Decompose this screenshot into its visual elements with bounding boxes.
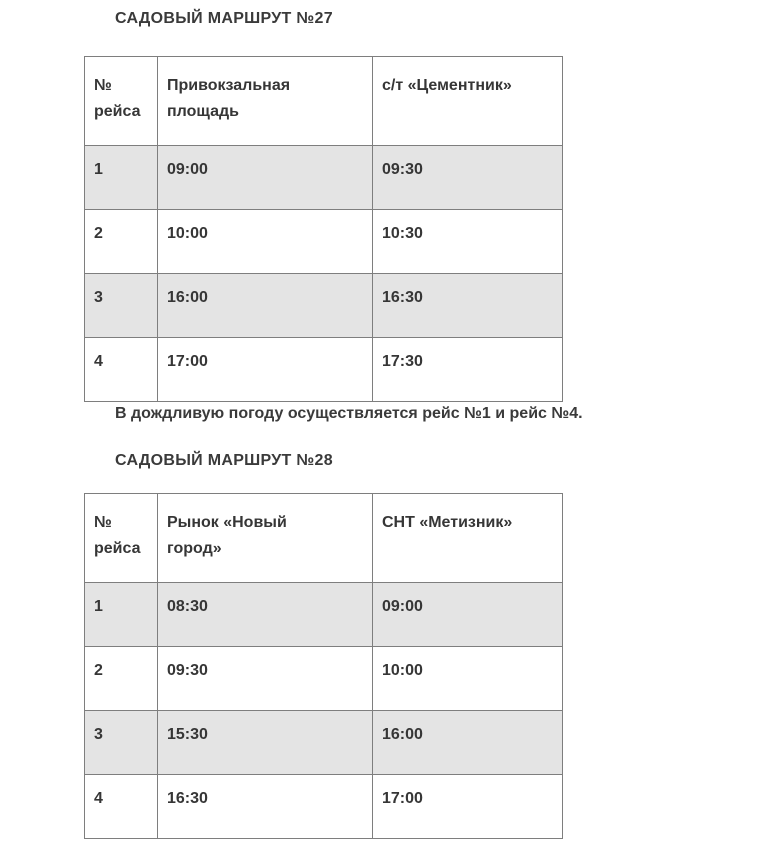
column-header-trip-number: № рейса bbox=[85, 57, 158, 146]
table-row bbox=[85, 274, 563, 338]
trip-number-cell: 3 bbox=[85, 711, 158, 775]
departure-time-cell: 09:30 bbox=[158, 647, 373, 711]
trip-number-cell: 2 bbox=[85, 647, 158, 711]
arrival-time-cell: 17:00 bbox=[373, 775, 563, 839]
route-28-title: САДОВЫЙ МАРШРУТ №28 bbox=[115, 452, 333, 469]
column-header-arrival-stop: СНТ «Метизник» bbox=[373, 494, 563, 583]
trip-number-cell: 4 bbox=[85, 775, 158, 839]
table-header-row bbox=[85, 494, 563, 583]
departure-time-cell: 16:00 bbox=[158, 274, 373, 338]
arrival-time-cell: 10:00 bbox=[373, 647, 563, 711]
arrival-time-cell: 10:30 bbox=[373, 210, 563, 274]
arrival-time-cell: 16:00 bbox=[373, 711, 563, 775]
trip-number-cell: 3 bbox=[85, 274, 158, 338]
table-header-row bbox=[85, 57, 563, 146]
table-row bbox=[85, 775, 563, 839]
arrival-time-cell: 09:00 bbox=[373, 583, 563, 647]
departure-time-cell: 09:00 bbox=[158, 146, 373, 210]
table-row bbox=[85, 583, 563, 647]
route-28-schedule-table bbox=[84, 493, 563, 839]
departure-time-cell: 10:00 bbox=[158, 210, 373, 274]
route-27-schedule-table bbox=[84, 56, 563, 402]
trip-number-cell: 4 bbox=[85, 338, 158, 402]
table-row bbox=[85, 647, 563, 711]
arrival-time-cell: 09:30 bbox=[373, 146, 563, 210]
departure-time-cell: 17:00 bbox=[158, 338, 373, 402]
arrival-time-cell: 17:30 bbox=[373, 338, 563, 402]
trip-number-cell: 2 bbox=[85, 210, 158, 274]
departure-time-cell: 08:30 bbox=[158, 583, 373, 647]
departure-time-cell: 16:30 bbox=[158, 775, 373, 839]
table-row bbox=[85, 210, 563, 274]
rainy-weather-note: В дождливую погоду осуществляется рейс №1 и рейс №4. bbox=[115, 405, 583, 422]
departure-time-cell: 15:30 bbox=[158, 711, 373, 775]
table-row bbox=[85, 146, 563, 210]
trip-number-cell: 1 bbox=[85, 146, 158, 210]
table-row bbox=[85, 338, 563, 402]
route-27-title: САДОВЫЙ МАРШРУТ №27 bbox=[115, 10, 333, 27]
arrival-time-cell: 16:30 bbox=[373, 274, 563, 338]
column-header-trip-number: № рейса bbox=[85, 494, 158, 583]
column-header-arrival-stop: с/т «Цементник» bbox=[373, 57, 563, 146]
table-row bbox=[85, 711, 563, 775]
trip-number-cell: 1 bbox=[85, 583, 158, 647]
column-header-departure-stop: Рынок «Новый город» bbox=[158, 494, 373, 583]
column-header-departure-stop: Привокзальная площадь bbox=[158, 57, 373, 146]
